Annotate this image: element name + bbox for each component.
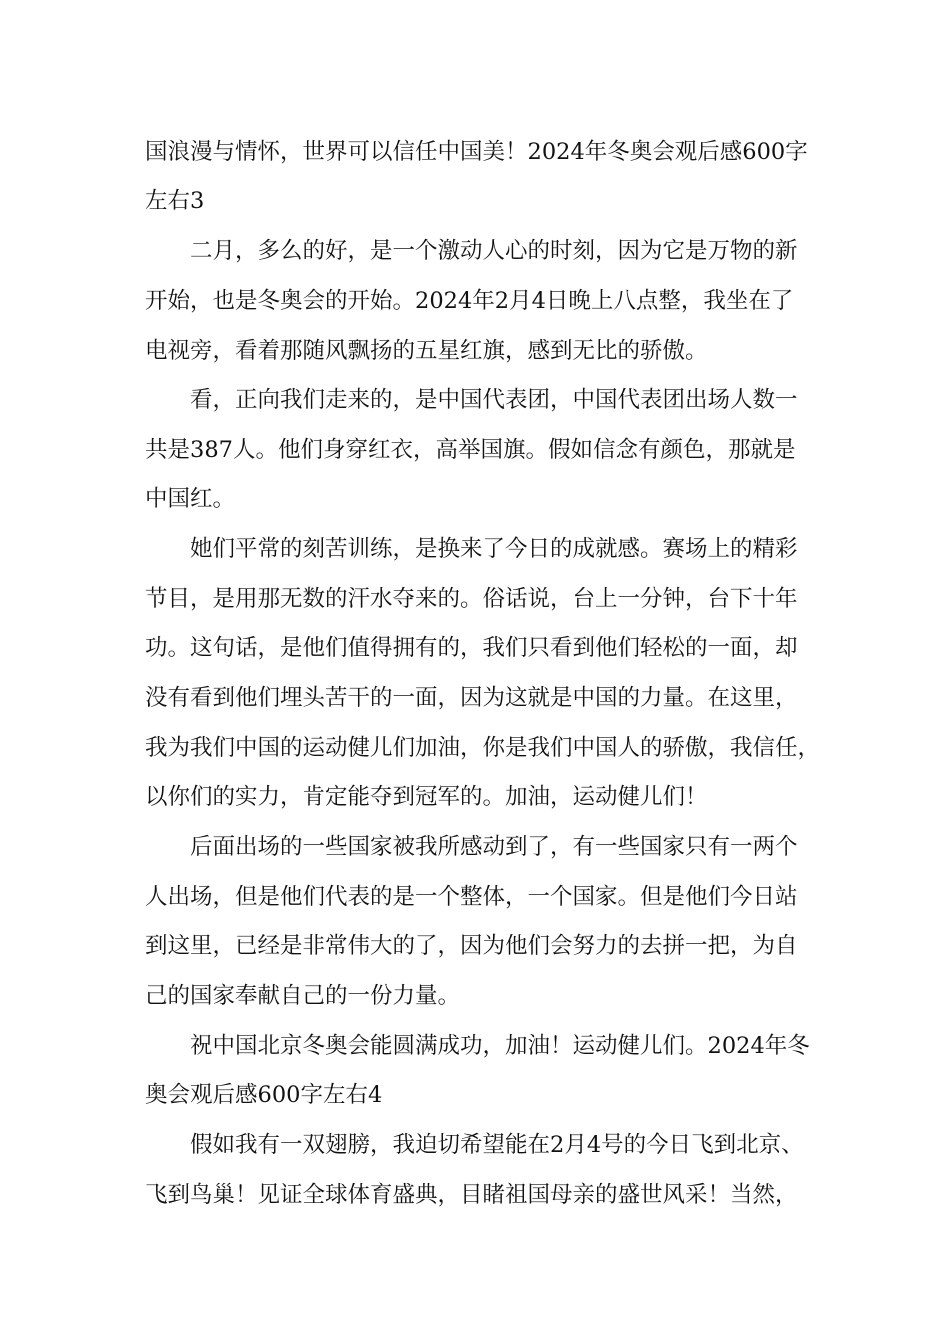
text-line: 国浪漫与情怀，世界可以信任中国美！2024年冬奥会观后感600字	[145, 139, 808, 165]
paragraph-first-line: 看，正向我们走来的，是中国代表团，中国代表团出场人数一	[190, 387, 798, 413]
text-line: 我为我们中国的运动健儿们加油，你是我们中国人的骄傲，我信任，	[145, 735, 821, 761]
text-line: 中国红。	[145, 486, 236, 512]
text-line: 人出场，但是他们代表的是一个整体，一个国家。但是他们今日站	[145, 884, 798, 910]
paragraph-first-line: 二月，多么的好，是一个激动人心的时刻，因为它是万物的新	[190, 238, 798, 264]
text-line: 己的国家奉献自己的一份力量。	[145, 983, 461, 1009]
text-line: 电视旁，看着那随风飘扬的五星红旗，感到无比的骄傲。	[145, 338, 708, 364]
text-line: 共是387人。他们身穿红衣，高举国旗。假如信念有颜色，那就是	[145, 437, 796, 463]
text-line: 没有看到他们埋头苦干的一面，因为这就是中国的力量。在这里，	[145, 685, 798, 711]
paragraph-first-line: 她们平常的刻苦训练，是换来了今日的成就感。赛场上的精彩	[190, 536, 798, 562]
text-line: 飞到鸟巢！见证全球体育盛典，目睹祖国母亲的盛世风采！当然，	[145, 1182, 798, 1208]
text-line: 开始，也是冬奥会的开始。2024年2月4日晚上八点整，我坐在了	[145, 288, 794, 314]
paragraph-first-line: 祝中国北京冬奥会能圆满成功，加油！运动健儿们。2024年冬	[190, 1033, 810, 1059]
text-line: 到这里，已经是非常伟大的了，因为他们会努力的去拼一把，为自	[145, 933, 798, 959]
text-line: 奥会观后感600字左右4	[145, 1082, 383, 1108]
text-line: 左右3	[145, 188, 205, 214]
paragraph-first-line: 假如我有一双翅膀，我迫切希望能在2月4号的今日飞到北京、	[190, 1132, 804, 1158]
text-line: 功。这句话，是他们值得拥有的，我们只看到他们轻松的一面，却	[145, 635, 798, 661]
paragraph-first-line: 后面出场的一些国家被我所感动到了，有一些国家只有一两个	[190, 834, 798, 860]
text-line: 节目，是用那无数的汗水夺来的。俗话说，台上一分钟，台下十年	[145, 586, 798, 612]
text-line: 以你们的实力，肯定能夺到冠军的。加油，运动健儿们！	[145, 784, 708, 810]
